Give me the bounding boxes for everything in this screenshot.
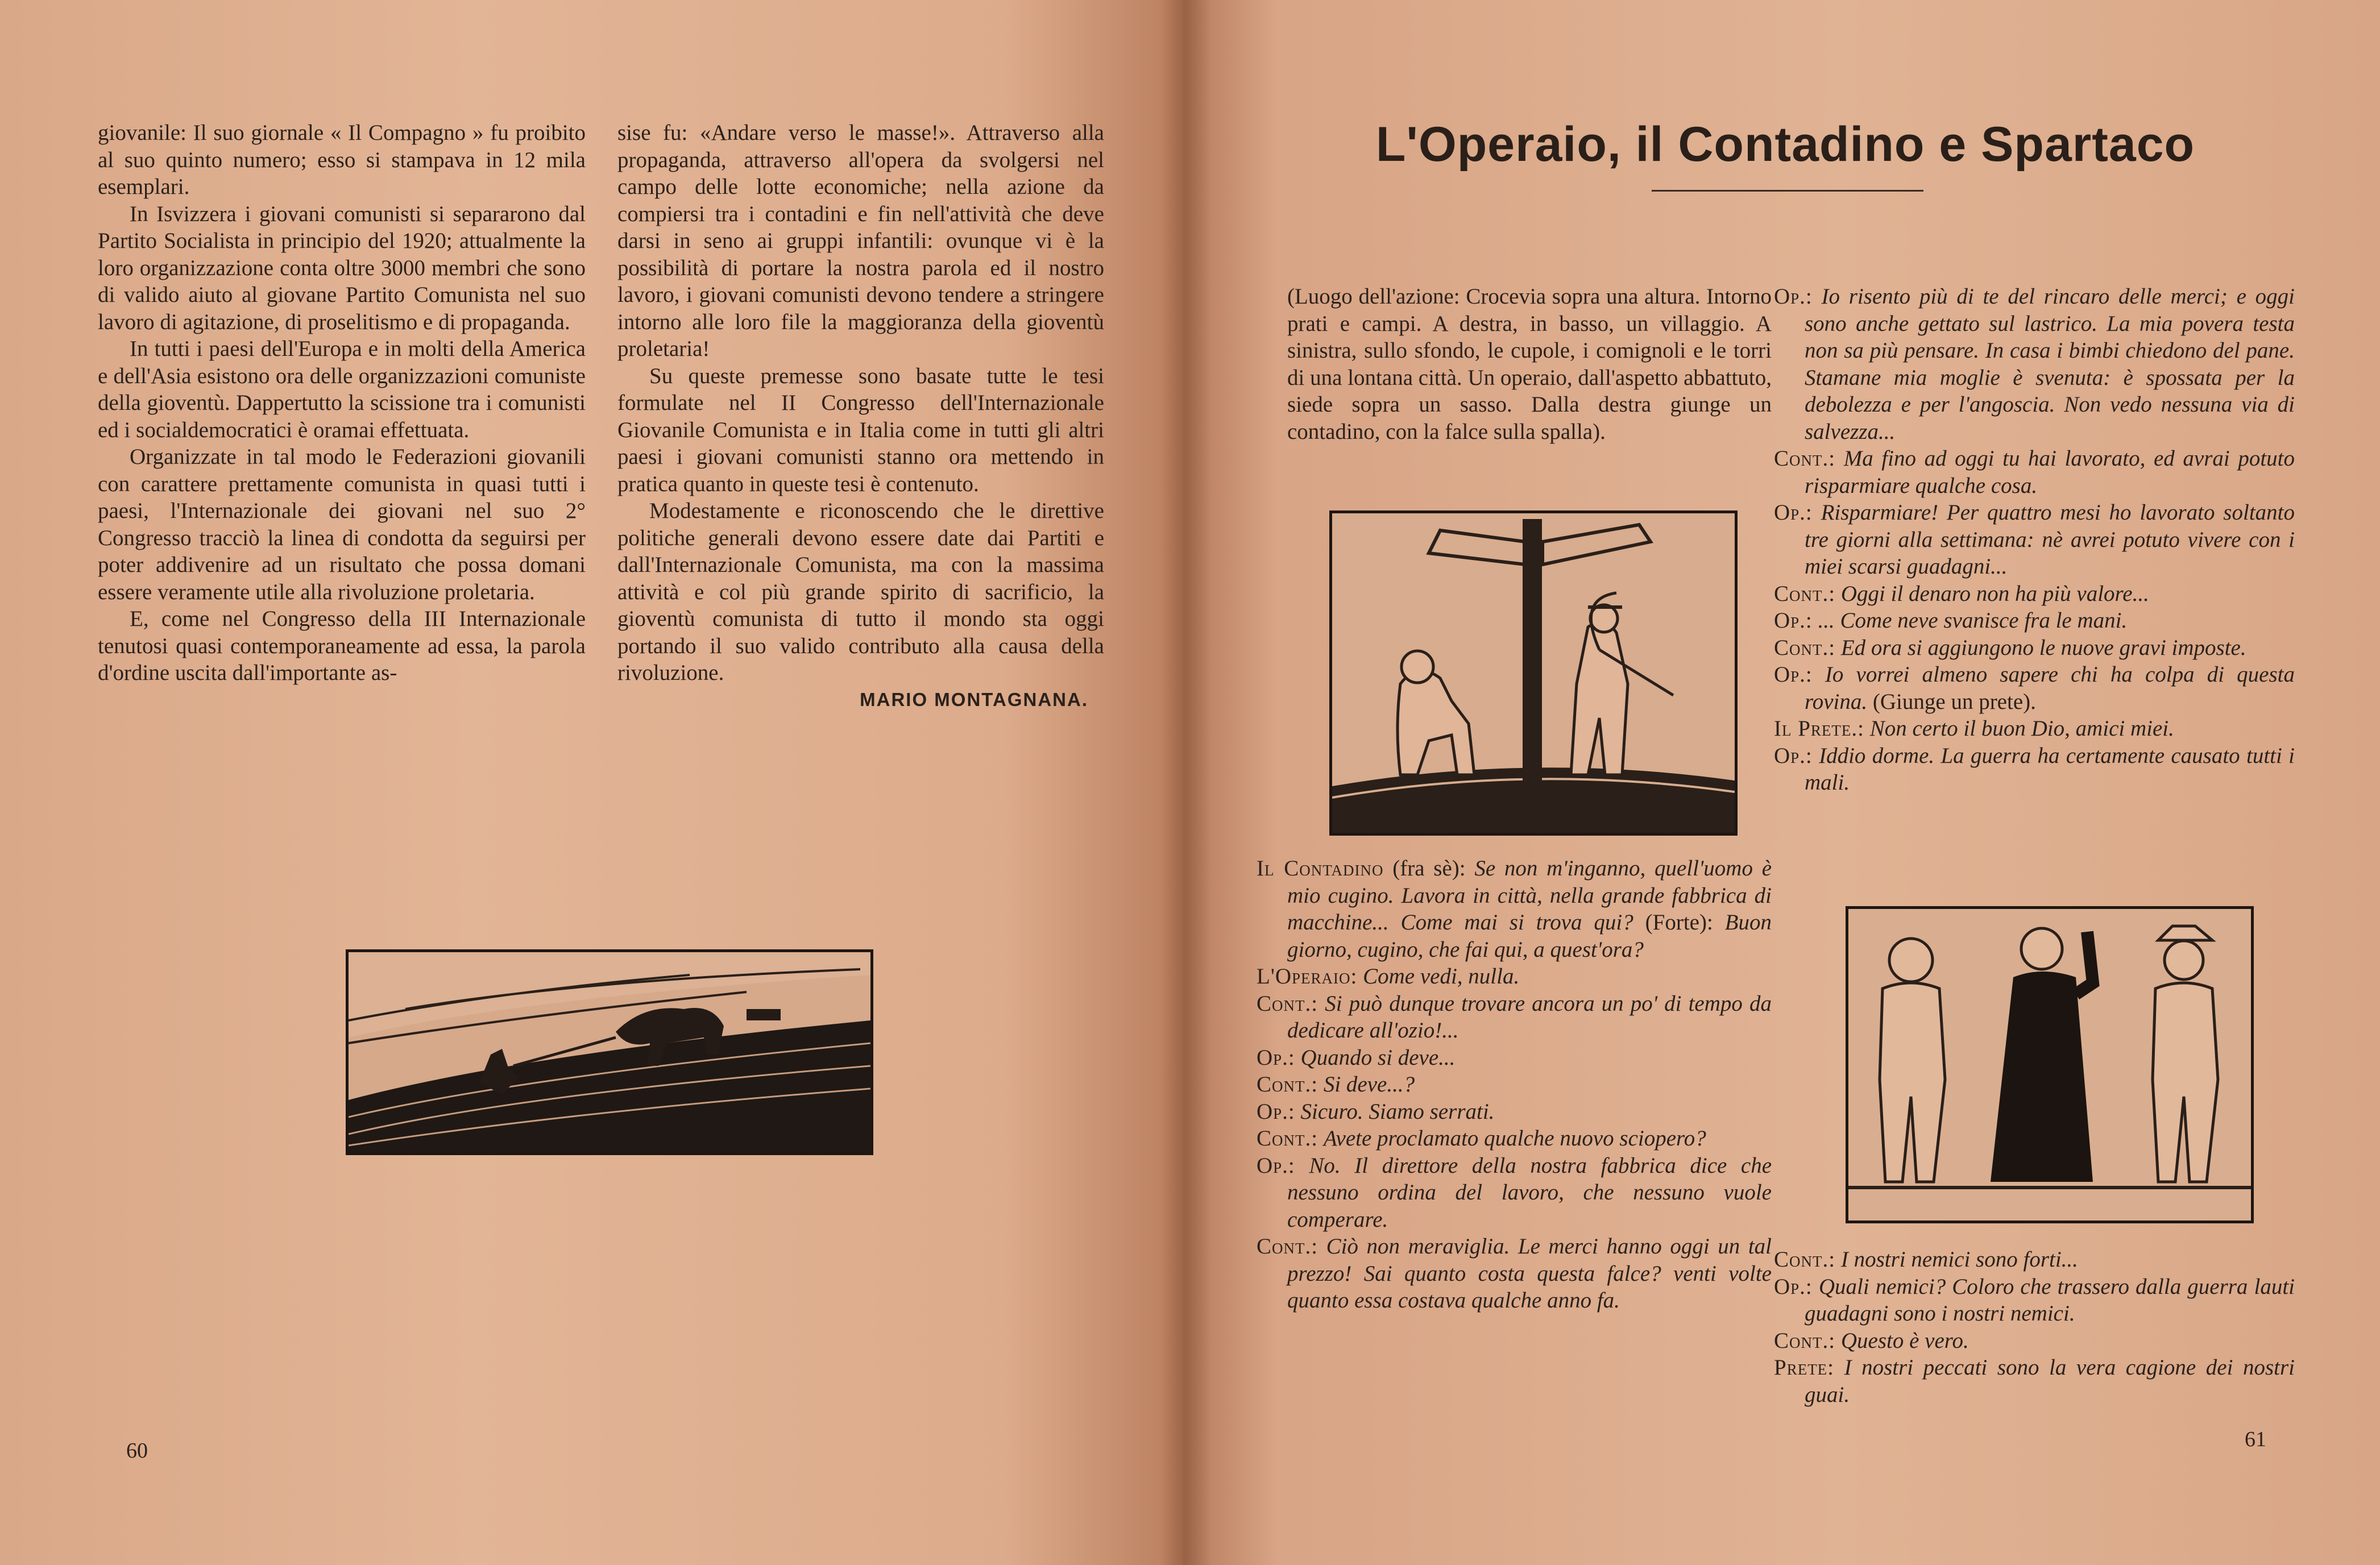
dialogue-line: Cont.: I nostri nemici sono forti... [1774,1247,2078,1272]
dialogue-line: Op.: Io vorrei almeno sapere chi ha colpa di questa rovina. (Giunge un prete). [1774,662,2295,714]
crossroads-woodcut-illustration [1329,510,1738,836]
paragraph: giovanile: Il suo giornale « Il Compagno » fu proibito al suo quinto numero; esso si stampava in 12 mila esemplari. [98,121,586,199]
paragraph: Su queste premesse sono basate tutte le tesi formulate nel II Congresso dell'Internazionale Giovanile Comunista e in Italia come in tutti gli altri paesi i giovani comunisti stanno ora mettendo in pratica quanto in queste tesi è contenuto. [617,363,1104,496]
left-column-2 [617,119,1104,687]
dialogue-line: Op.: Sicuro. Siamo serrati. [1257,1099,1495,1124]
dialogue-line: Il Contadino (fra sè): Se non m'inganno, quell'uomo è mio cugino. Lavora in città, nella grande fabbrica di macchine... Come mai si trova qui? (Forte): Buon giorno, cugino, che fai qui, a quest'ora? [1257,856,1772,962]
dialogue-line: Cont.: Si può dunque trovare ancora un po' di tempo da dedicare all'ozio!... [1257,991,1772,1043]
dialogue-column-right-lower [1774,1246,2295,1408]
dialogue-line: Prete: I nostri peccati sono la vera cagione dei nostri guai. [1774,1355,2295,1407]
dialogue-line: Op.: Quando si deve... [1257,1045,1456,1070]
dialogue-line: Cont.: Ed ora si aggiungono le nuove gravi imposte. [1774,635,2246,660]
stage-direction-column [1287,283,1772,445]
dialogue-line: Op.: Risparmiare! Per quattro mesi ho lavorato soltanto tre giorni alla settimana: nè avrei potuto vivere con i miei scarsi guadagni... [1774,500,2295,579]
left-column-1 [98,119,586,687]
dialogue-line: Op.: Quali nemici? Coloro che trassero dalla guerra lauti guadagni sono i nostri nemici. [1774,1274,2295,1326]
page-number-right: 61 [2245,1427,2266,1451]
paragraph: Organizzate in tal modo le Federazioni giovanili con carattere prettamente comunista in quasi tutti i paesi, l'Internazionale dei giovani nel suo 2° Congresso tracciò la linea di condotta da seguirsi per poter addivenire ad un risultato che possa domani essere veramente utile alla rivoluzione proletaria. [98,445,586,604]
dialogue-line: Op.: Io risento più di te del rincaro delle merci; e oggi sono anche gettato sul lastrico. La mia povera testa non sa più pensare. In casa i bimbi chiedono del pane. Stamane mia moglie è svenuta: è spossata per la debolezza e per l'angoscia. Non vedo nessuna via di salvezza... [1774,284,2295,444]
title-underline [1652,190,1923,192]
book-gutter [1160,0,1211,1565]
paragraph: E, come nel Congresso della III Internazionale tenutosi quasi contemporaneamente ad essa, la parola d'ordine uscita dall'importante as- [98,607,586,685]
dialogue-line: L'Operaio: Come vedi, nulla. [1257,964,1520,989]
dialogue-line: Cont.: Questo è vero. [1774,1328,1969,1353]
page-number-left: 60 [126,1439,148,1463]
paragraph: Modestamente e riconoscendo che le direttive politiche generali devono essere date dai Partiti e dall'Internazionale Comunista, ma con la massima attività e col più grande spirito di sacrificio, la gioventù comunista di tutto il mondo sta oggi portando il suo valido contributo alla causa della rivoluzione. [617,499,1104,685]
dialogue-line: Op.: Iddio dorme. La guerra ha certamente causato tutti i mali. [1774,743,2295,795]
dialogue-line: Cont.: Oggi il denaro non ha più valore... [1774,581,2149,606]
article-title: L'Operaio, il Contadino e Spartaco [1375,117,2195,172]
stage-direction: (Luogo dell'azione: Crocevia sopra una altura. Intorno prati e campi. A destra, in basso, un villaggio. A sinistra, sullo sfondo, le cupole, i comignoli e le torri di una lontana città. Un operaio, dall'aspetto abbattuto, siede sopra un sasso. Dalla destra giunge un contadino, con la falce sulla spalla). [1287,284,1772,444]
paragraph: sise fu: «Andare verso le masse!». Attraverso alla propaganda, attraverso all'opera da svolgersi nel campo delle lotte economiche; nella azione da compiersi tra i contadini e fin nell'attività che deve darsi in seno ai gruppi infantili: ovunque vi è la possibilità di portare la nostra parola ed il nostro lavoro, i giovani comunisti devono tendere a stringere intorno alle loro file la maggioranza della gioventù proletaria! [617,121,1104,361]
dialogue-column-left [1257,855,1772,1314]
dialogue-column-right [1774,283,2295,796]
dialogue-line: Op.: No. Il direttore della nostra fabbrica dice che nessuno ordina del lavoro, che nessuno vuole comperare. [1257,1153,1772,1232]
paragraph: In tutti i paesi dell'Europa e in molti della America e dell'Asia esistono ora delle organizzazioni comuniste della gioventù. Dappertutto la scissione tra i comunisti ed i socialdemocratici è oramai effettuata. [98,337,586,442]
paragraph: In Isvizzera i giovani comunisti si separarono dal Partito Socialista in principio del 1920; attualmente la loro organizzazione conta oltre 3000 membri che sono di valido aiuto al giovane Partito Comunista nel suo lavoro di agitazione, di proselitismo e di propaganda. [98,201,586,334]
dialogue-line: Cont.: Avete proclamato qualche nuovo sciopero? [1257,1126,1706,1151]
dialogue-line: Op.: ... Come neve svanisce fra le mani. [1774,608,2128,633]
worker-priest-peasant-woodcut-illustration [1846,906,2254,1223]
dialogue-line: Cont.: Si deve...? [1257,1072,1415,1097]
dialogue-line: Il Prete.: Non certo il buon Dio, amici miei. [1774,716,2174,741]
dialogue-line: Cont.: Ma fino ad oggi tu hai lavorato, ed avrai potuto risparmiare qualche cosa. [1774,446,2295,498]
dialogue-line: Cont.: Ciò non meraviglia. Le merci hanno oggi un tal prezzo! Sai quanto costa questa falce? venti volte quanto essa costava qualche anno fa. [1257,1234,1772,1313]
author-signature: MARIO MONTAGNANA. [860,689,1088,710]
ploughing-woodcut-illustration [346,949,873,1155]
